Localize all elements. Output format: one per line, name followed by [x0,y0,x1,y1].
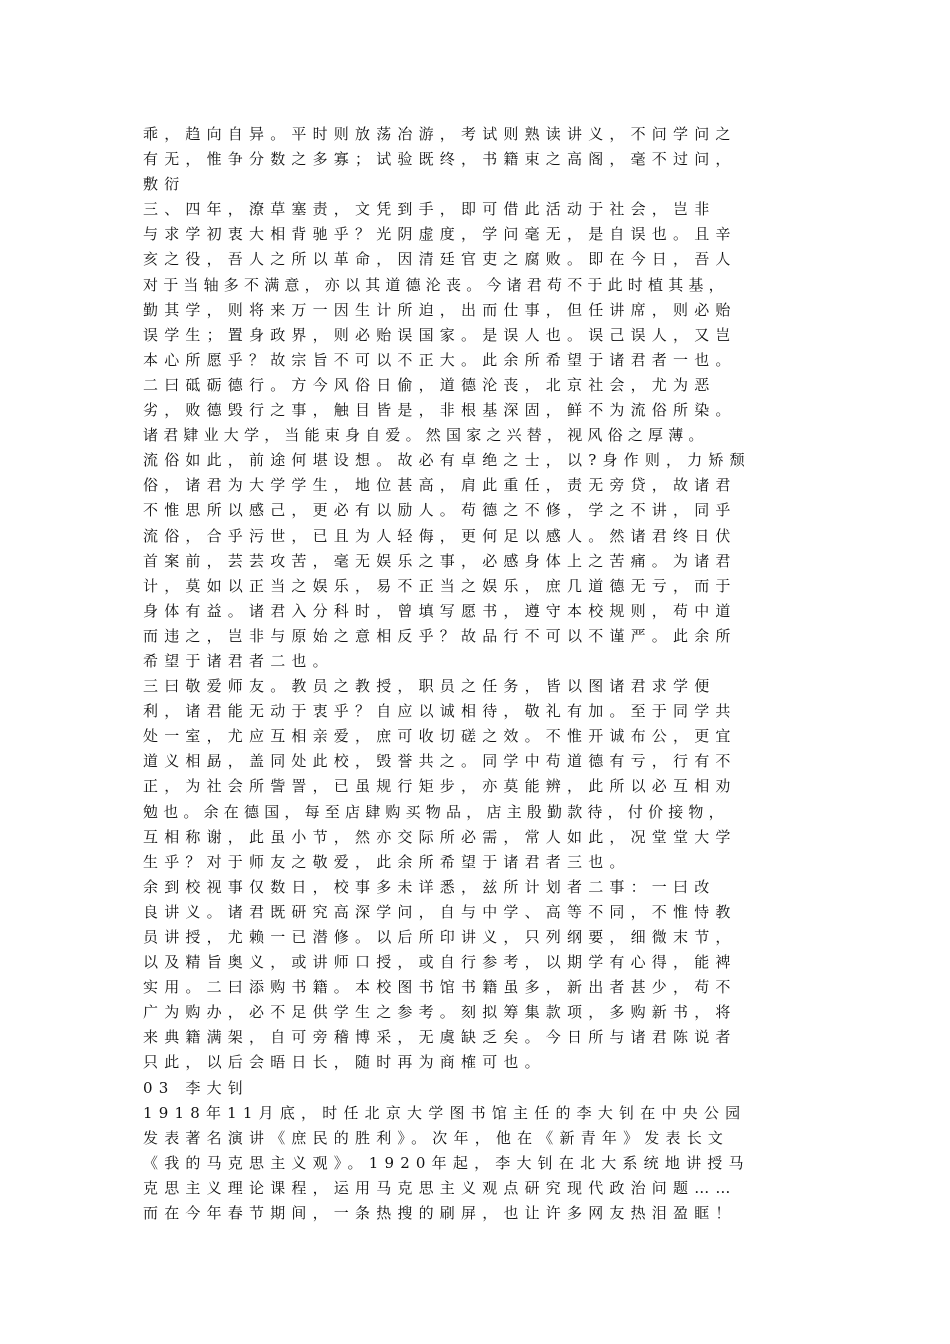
text-line: 计，莫如以正当之娱乐，易不正当之娱乐，庶几道德无亏，而于 [143,576,737,595]
text-line: 员讲授，尤赖一已潜修。以后所印讲义，只列纲要，细微末节， [143,928,737,946]
text-line: 三曰敬爱师友。教员之教授，职员之任务，皆以图诸君求学便 [143,677,716,696]
text-line: 首案前，芸芸攻苦，毫无娱乐之事，必感身体上之苦痛。为诸君 [143,551,737,570]
text-line: 余到校视事仅数日，校事多未详悉，兹所计划者二事：一曰改 [143,877,716,896]
text-line: 不惟思所以感己，更必有以励人。苟德之不修，学之不讲，同乎 [143,501,737,520]
text-line: 敷衍 [143,175,186,194]
text-line: 乖，趋向自异。平时则放荡冶游，考试则熟读讲义，不问学问之 [143,125,737,143]
text-line: 实用。二曰添购书籍。本校图书馆书籍虽多，新出者甚少，苟不 [143,978,737,997]
text-line: 希望于诸君者二也。 [143,651,334,670]
text-line: 1918年11月底，时任北京大学图书馆主任的李大钊在中央公园 [143,1103,747,1122]
text-line: 亥之役，吾人之所以革命，因清廷官吏之腐败。即在今日，吾人 [143,250,737,269]
text-line: 而违之，岂非与原始之意相反乎？故品行不可以不谨严。此余所 [143,626,737,645]
text-line: 而在今年春节期间，一条热搜的刷屏，也让许多网友热泪盈眶！ [143,1204,737,1223]
text-line: 流俗如此，前途何堪设想。故必有卓绝之士，以?身作则，力矫颓 [143,451,751,470]
text-line: 有无，惟争分数之多寡；试验既终，书籍束之高阁，毫不过问， [143,150,737,169]
text-line: 广为购办，必不足供学生之参考。刻拟筹集款项，多购新书，将 [143,1003,737,1022]
text-line: 流俗，合乎污世，已且为人轻侮，更何足以感人。然诸君终日伏 [143,526,737,545]
text-line: 勤其学，则将来万一因生计所迫，出而仕事，但任讲席，则必贻 [143,300,737,319]
text-line: 生乎？对于师友之敬爱，此余所希望于诸君者三也。 [143,852,631,871]
text-line: 二曰砥砺德行。方今风俗日偷，道德沦丧，北京社会，尤为恶 [143,375,716,394]
text-line: 劣，败德毁行之事，触目皆是，非根基深固，鲜不为流俗所染。 [143,401,737,420]
text-line: 身体有益。诸君入分科时，曾填写愿书，遵守本校规则，苟中道 [143,601,737,620]
text-line: 对于当轴多不满意，亦以其道德沦丧。今诸君苟不于此时植其基， [143,275,729,294]
text-line: 三、四年，潦草塞责，文凭到手，即可借此活动于社会，岂非 [143,200,716,219]
text-line: 本心所愿乎？故宗旨不可以不正大。此余所希望于诸君者一也。 [143,350,737,369]
text-line: 正，为社会所訾詈，已虽规行矩步，亦莫能辨，此所以必互相劝 [143,777,737,796]
text-line: 勉也。余在德国，每至店肆购买物品，店主殷勤款待，付价接物， [143,802,729,821]
text-line: 发表著名演讲《庶民的胜利》。次年，他在《新青年》发表长文 [143,1128,730,1147]
text-line: 处一室，尤应互相亲爱，庶可收切磋之效。不惟开诚布公，更宜 [143,727,737,746]
document-page [143,122,813,1226]
text-line: 来典籍满架，自可旁稽博采，无虞缺乏矣。今日所与诸君陈说者 [143,1028,737,1047]
text-line: 与求学初衷大相背驰乎？光阴虚度，学问毫无，是自误也。且辛 [143,225,737,244]
text-line: 互相称谢，此虽小节，然亦交际所必需，常人如此，况堂堂大学 [143,827,737,846]
text-line: 《我的马克思主义观》。1920年起，李大钊在北大系统地讲授马 [143,1153,750,1172]
text-line: 诸君肄业大学，当能束身自爱。然国家之兴替，视风俗之厚薄。 [143,426,709,445]
text-line: 利，诸君能无动于衷乎？自应以诚相待，敬礼有加。至于同学共 [143,702,737,721]
section-heading: 03 李大钊 [143,1078,250,1097]
text-line: 良讲义。诸君既研究高深学问，自与中学、高等不同，不惟恃教 [143,902,737,921]
text-line: 以及精旨奥义，或讲师口授，或自行参考，以期学有心得，能裨 [143,953,737,972]
text-line: 误学生；置身政界，则必贻误国家。是误人也。误己误人，又岂 [143,325,737,344]
text-line: 道义相勗，盖同处此校，毁誉共之。同学中苟道德有亏，行有不 [143,752,737,771]
text-line: 俗，诸君为大学学生，地位甚高，肩此重任，责无旁贷，故诸君 [143,476,737,495]
text-line: 克思主义理论课程，运用马克思主义观点研究现代政治问题…… [143,1178,737,1197]
text-line: 只此，以后会晤日长，随时再为商榷可也。 [143,1053,546,1072]
